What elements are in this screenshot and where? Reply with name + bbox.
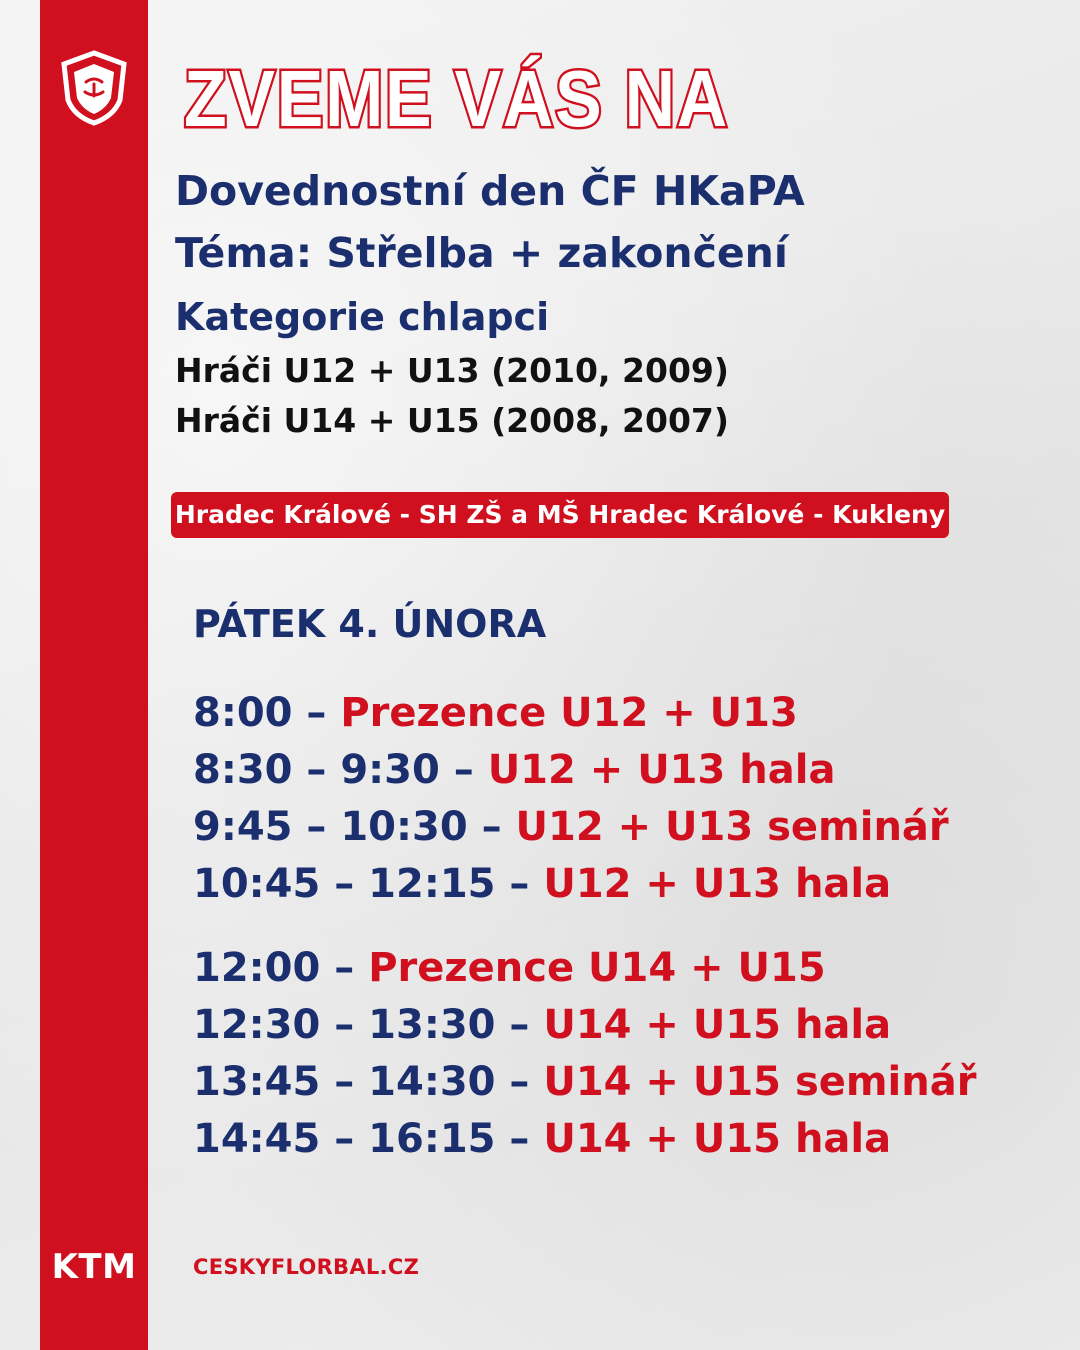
schedule-row (193, 1054, 976, 1111)
schedule-row (193, 940, 976, 997)
svg-text:ZVEME VÁS NA: ZVEME VÁS NA (184, 54, 729, 142)
schedule-time: 12:00 – (193, 945, 369, 991)
website-link[interactable]: CESKYFLORBAL.CZ (193, 1255, 420, 1279)
schedule-time: 10:45 – 12:15 – (193, 861, 544, 907)
players-line: Hráči U14 + U15 (2008, 2007) (175, 401, 729, 440)
schedule-time: 8:00 – (193, 690, 341, 736)
schedule-activity: Prezence U12 + U13 (340, 690, 798, 736)
schedule-activity: U14 + U15 hala (543, 1116, 892, 1162)
sidebar-stripe (40, 0, 148, 1350)
schedule-activity: U12 + U13 hala (487, 747, 836, 793)
event-theme: Téma: Střelba + zakončení (175, 229, 788, 277)
schedule-row (193, 742, 949, 799)
schedule-row (193, 1111, 976, 1168)
schedule-row (193, 997, 976, 1054)
schedule-row (193, 856, 949, 913)
schedule-row (193, 799, 949, 856)
player-groups (175, 346, 729, 446)
schedule-time: 14:45 – 16:15 – (193, 1116, 544, 1162)
schedule-time: 8:30 – 9:30 – (193, 747, 488, 793)
schedule-activity: U12 + U13 seminář (515, 804, 949, 850)
schedule-group-u12-u13 (193, 685, 949, 913)
lion-shield-logo-icon (58, 50, 130, 126)
schedule-activity: U14 + U15 seminář (543, 1059, 977, 1105)
venue-badge: Hradec Králové - SH ZŠ a MŠ Hradec Králové - Kukleny (171, 492, 949, 538)
event-info (175, 162, 805, 348)
event-title: Dovednostní den ČF HKaPA (175, 167, 805, 215)
schedule-row (193, 685, 949, 742)
ktm-label: KTM (51, 1247, 137, 1287)
schedule-time: 9:45 – 10:30 – (193, 804, 516, 850)
headline (182, 52, 782, 142)
players-line: Hráči U12 + U13 (2010, 2009) (175, 351, 729, 390)
schedule-activity: Prezence U14 + U15 (368, 945, 826, 991)
schedule-group-u14-u15 (193, 940, 976, 1168)
day-heading: PÁTEK 4. ÚNORA (193, 602, 547, 646)
event-category: Kategorie chlapci (175, 295, 550, 339)
schedule-activity: U14 + U15 hala (543, 1002, 892, 1048)
schedule-time: 12:30 – 13:30 – (193, 1002, 544, 1048)
schedule-activity: U12 + U13 hala (543, 861, 892, 907)
schedule-time: 13:45 – 14:30 – (193, 1059, 544, 1105)
